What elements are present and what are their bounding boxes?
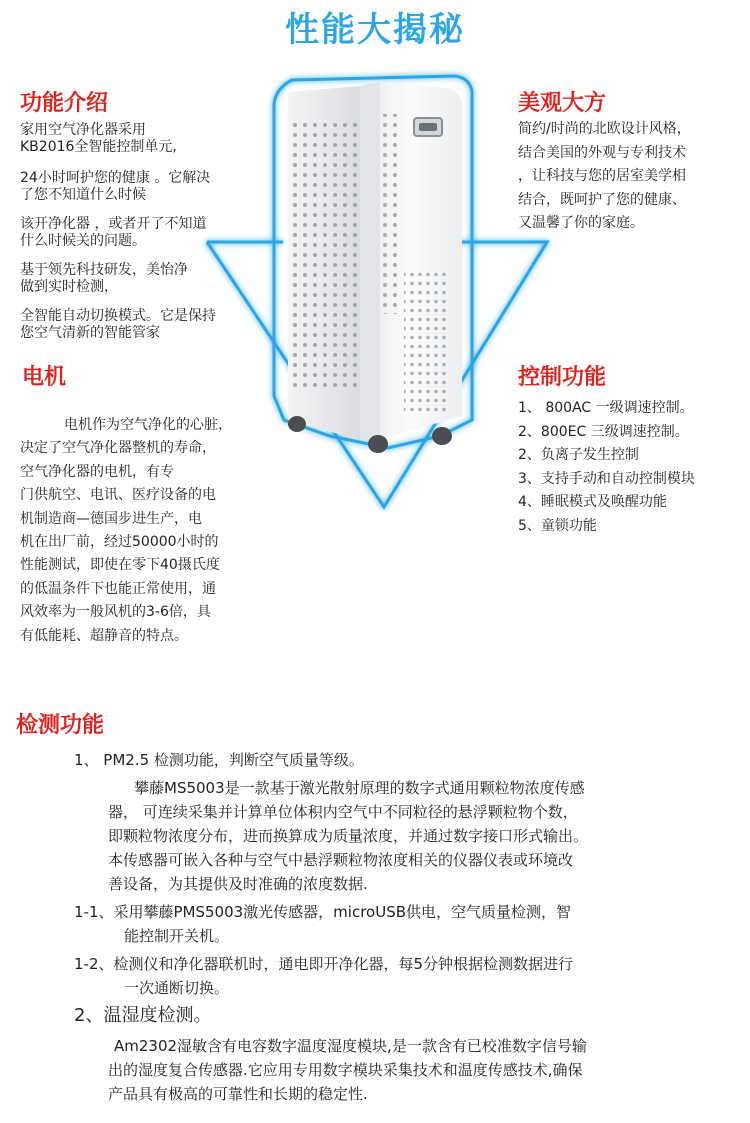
text-line: 一次通断切换。 <box>124 979 230 997</box>
text-line: 又温馨了你的家庭。 <box>518 215 644 231</box>
control-list <box>518 397 695 538</box>
purifier-body <box>288 82 462 441</box>
text-line: 该开净化器 ，或者开了不知道 <box>20 216 207 232</box>
text-line: 电机作为空气净化的心脏， <box>64 417 232 433</box>
text-line: 出的湿度复合传感器.它应用专用数字模块采集技术和温度传感技术,确保 <box>108 1061 583 1079</box>
text-line: 本传感器可嵌入各种与空气中悬浮颗粒物浓度相关的仪器仪表或环境改 <box>108 851 574 869</box>
text-line: 2、温湿度检测。 <box>74 1005 212 1026</box>
control-heading: 控制功能 <box>518 365 607 390</box>
text-line: 产品具有极高的可靠性和长期的稳定性. <box>108 1085 368 1103</box>
text-line: 即颗粒物浓度分布，进而换算成为质量浓度，并通过数字接口形式输出。 <box>108 827 589 845</box>
text-line: 基于领先科技研发，美怡净 <box>20 262 188 278</box>
function-intro-text <box>20 122 216 342</box>
text-line: 机在出厂前，经过50000小时的 <box>20 534 219 551</box>
text-line: 器， 可连续采集并计算单位体积内空气中不同粒径的悬浮颗粒物个数， <box>108 803 578 821</box>
text-line: 风效率为一般风机的3-6倍，具 <box>20 604 211 621</box>
text-line: 门供航空、电讯、医疗设备的电 <box>20 487 216 504</box>
list-item: 2、负离子发生控制 <box>518 447 639 463</box>
text-line: 结合，既呵护了您的健康、 <box>518 191 686 208</box>
text-line: 机制造商—德国步进生产，电 <box>20 510 202 527</box>
text-line: 简约/时尚的北欧设计风格， <box>518 121 691 137</box>
text-line: 您空气清新的智能管家 <box>20 325 160 341</box>
text-line: 1-1、采用攀藤PMS5003激光传感器，microUSB供电，空气质量检测，智 <box>74 903 572 921</box>
list-item: 4、睡眠模式及唤醒功能 <box>518 494 667 510</box>
motor-heading: 电机 <box>22 365 67 390</box>
text-line: Am2302湿敏含有电容数字温度湿度模块,是一款含有已校准数字信号输 <box>114 1037 587 1055</box>
text-line: 决定了空气净化器整机的寿命， <box>20 440 216 457</box>
text-line: 家用空气净化器采用 <box>20 122 146 138</box>
text-line: 1-2、检测仪和净化器联机时，通电即开净化器，每5分钟根据检测数据进行 <box>74 955 574 973</box>
detection-heading: 检测功能 <box>16 713 105 738</box>
text-line: 什么时候关的问题。 <box>20 233 146 249</box>
text-line: 善设备，为其提供及时准确的浓度数据. <box>108 875 368 893</box>
text-line: 能控制开关机。 <box>124 927 230 945</box>
motor-text <box>20 414 232 648</box>
text-line: KB2016全智能控制单元, <box>20 139 177 155</box>
list-item: 2、800EC 三级调速控制。 <box>518 423 689 440</box>
text-line: 1、 PM2.5 检测功能，判断空气质量等级。 <box>74 751 364 769</box>
text-line: 24小时呵护您的健康 。它解决 <box>20 170 211 186</box>
text-line: 做到实时检测， <box>20 279 118 295</box>
list-item: 5、童锁功能 <box>518 517 597 534</box>
list-item: 1、 800AC 一级调速控制。 <box>518 400 694 416</box>
text-line: 性能测试，即使在零下40摄氏度 <box>20 557 220 574</box>
list-item: 3、支持手动和自动控制模块 <box>518 470 695 487</box>
text-line: 空气净化器的电机，有专 <box>20 463 174 480</box>
text-line: 全智能自动切换模式。它是保持 <box>20 308 216 324</box>
text-line: 结合美国的外观与专利技术 <box>518 144 686 161</box>
text-line: 的低温条件下也能正常使用，通 <box>20 580 216 597</box>
appearance-text <box>518 118 691 236</box>
function-intro-heading: 功能介绍 <box>20 91 109 116</box>
detection-text <box>74 748 734 1106</box>
page-title: 性能大揭秘 <box>285 10 465 50</box>
text-line: ，让科技与您的居室美学相 <box>518 168 686 184</box>
appearance-heading: 美观大方 <box>518 91 607 116</box>
text-line: 攀藤MS5003是一款基于激光散射原理的数字式通用颗粒物浓度传感 <box>134 779 585 797</box>
text-line: 了您不知道什么时候 <box>20 187 146 203</box>
text-line: 有低能耗、超静音的特点。 <box>20 627 188 644</box>
